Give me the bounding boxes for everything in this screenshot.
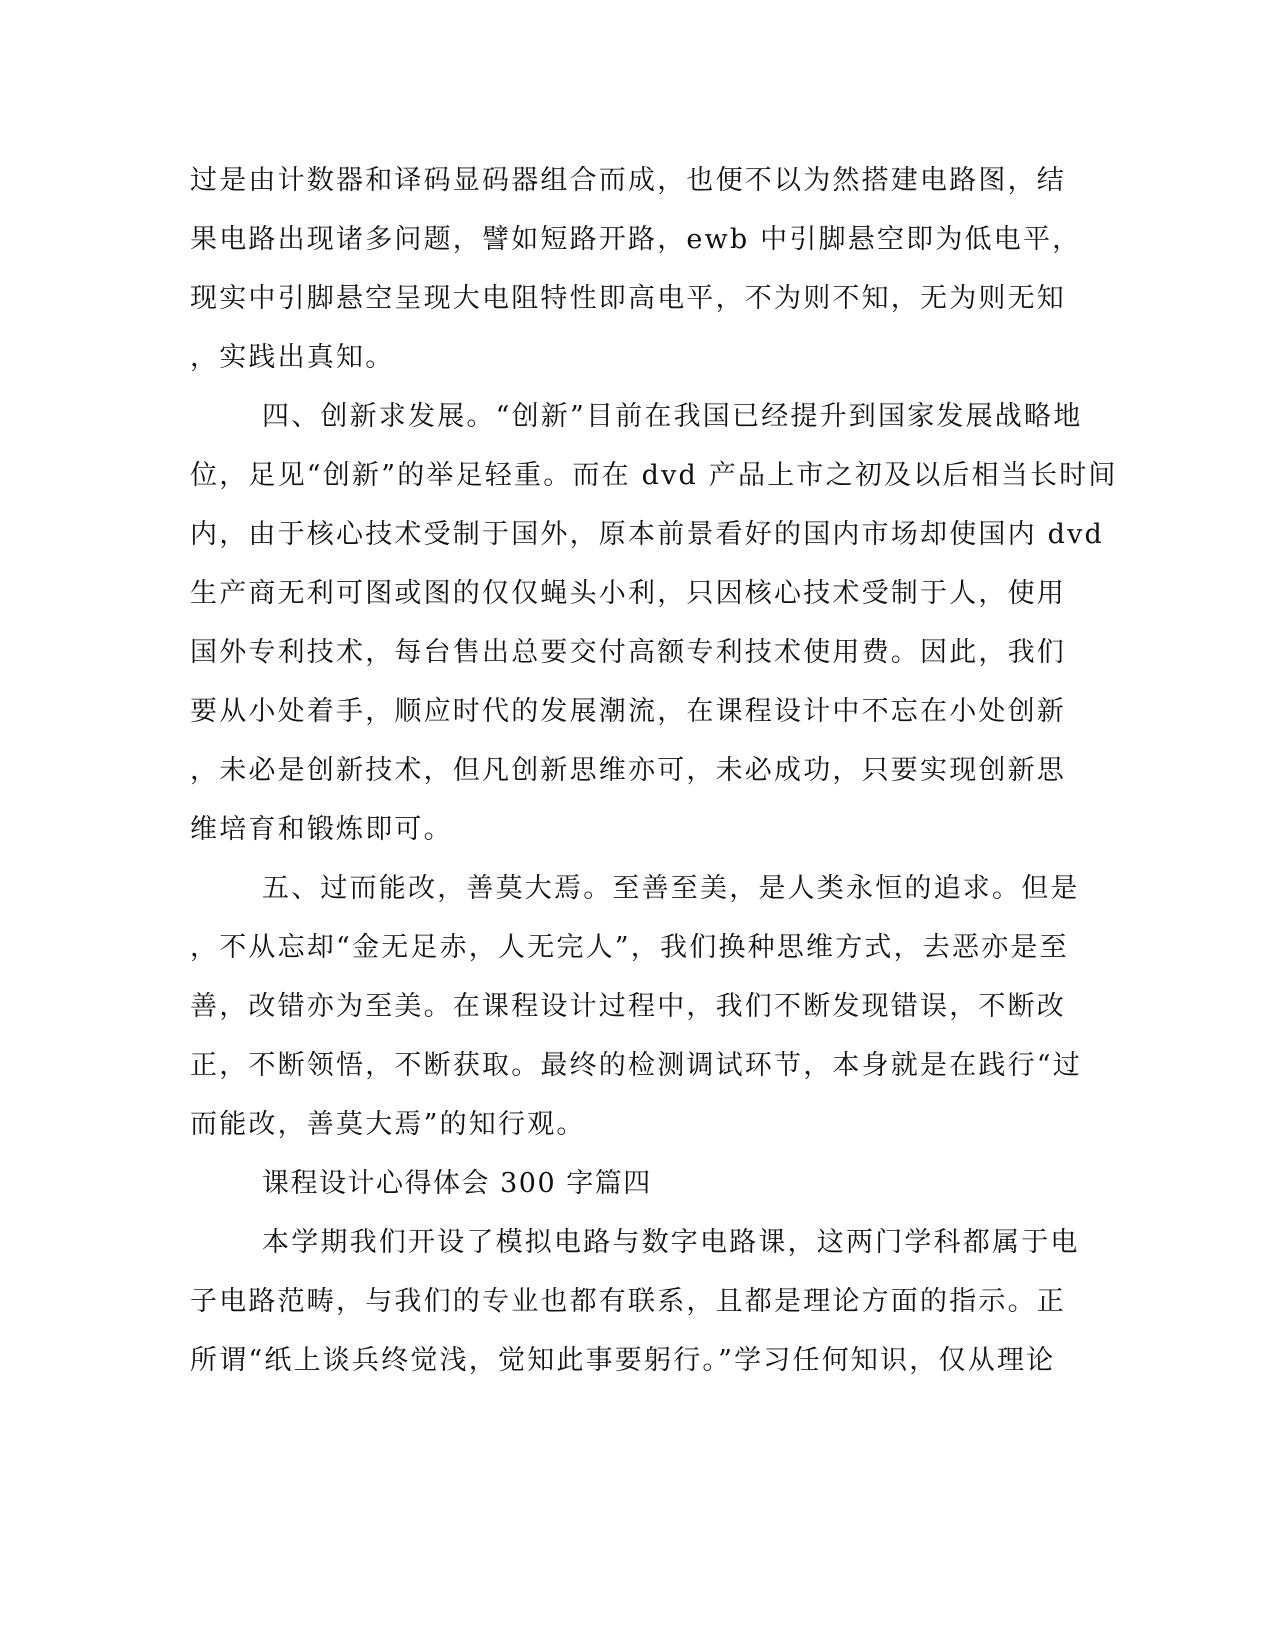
section-heading: 课程设计心得体会 300 字篇四: [262, 1168, 652, 1199]
text-line: 维培育和锻炼即可。: [190, 814, 453, 845]
paragraph-start-line: 本学期我们开设了模拟电路与数字电路课，这两门学科都属于电: [262, 1227, 1080, 1258]
text-line: 所谓“纸上谈兵终觉浅，觉知此事要躬行。”学习任何知识，仅从理论: [190, 1345, 1056, 1376]
text-line: 内，由于核心技术受制于国外，原本前景看好的国内市场却使国内 dvd: [190, 519, 1105, 550]
text-line: 善，改错亦为至美。在课程设计过程中，我们不断发现错误，不断改: [190, 991, 1066, 1022]
text-line: 要从小处着手，顺应时代的发展潮流，在课程设计中不忘在小处创新: [190, 696, 1066, 727]
paragraph-start-line: 五、过而能改，善莫大焉。至善至美，是人类永恒的追求。但是: [262, 873, 1080, 904]
text-line: 子电路范畴，与我们的专业也都有联系，且都是理论方面的指示。正: [190, 1286, 1066, 1317]
text-line: 位，足见“创新”的举足轻重。而在 dvd 产品上市之初及以后相当长时间: [190, 460, 1118, 491]
text-line: 国外专利技术，每台售出总要交付高额专利技术使用费。因此，我们: [190, 637, 1066, 668]
text-line: 过是由计数器和译码显码器组合而成，也便不以为然搭建电路图，结: [190, 165, 1066, 196]
text-line: ，不从忘却“金无足赤，人无完人”，我们换种思维方式，去恶亦是至: [190, 932, 1069, 963]
paragraph-start-line: 四、创新求发展。“创新”目前在我国已经提升到国家发展战略地: [262, 401, 1083, 432]
text-line: ，实践出真知。: [190, 342, 395, 373]
text-line: 现实中引脚悬空呈现大电阻特性即高电平，不为则不知，无为则无知: [190, 283, 1066, 314]
text-line: ，未必是创新技术，但凡创新思维亦可，未必成功，只要实现创新思: [190, 755, 1066, 786]
text-line: 果电路出现诸多问题，譬如短路开路，ewb 中引脚悬空即为低电平，: [190, 224, 1082, 255]
text-line: 正，不断领悟，不断获取。最终的检测调试环节，本身就是在践行“过: [190, 1050, 1083, 1081]
text-line: 生产商无利可图或图的仅仅蝇头小利，只因核心技术受制于人，使用: [190, 578, 1066, 609]
text-line: 而能改，善莫大焉”的知行观。: [190, 1109, 586, 1140]
